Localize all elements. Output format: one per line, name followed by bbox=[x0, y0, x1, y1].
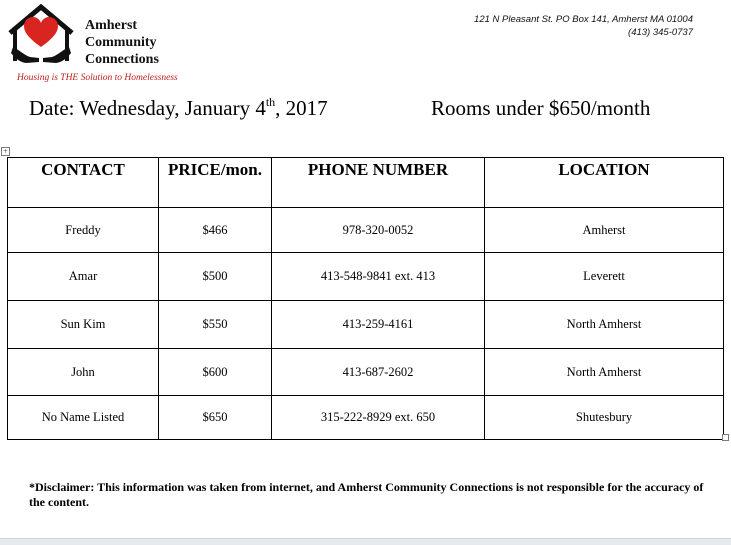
cell-contact: No Name Listed bbox=[8, 396, 159, 440]
org-logo bbox=[6, 3, 201, 83]
house-heart-hands-icon bbox=[6, 3, 76, 69]
cell-phone: 315-222-8929 ext. 650 bbox=[272, 396, 485, 440]
tagline: Housing is THE Solution to Homelessness bbox=[17, 73, 178, 83]
table-row bbox=[8, 208, 724, 253]
org-name-line2: Community bbox=[85, 35, 157, 50]
cell-contact: Amar bbox=[8, 253, 159, 301]
cell-phone: 413-259-4161 bbox=[272, 301, 485, 349]
listings-table bbox=[7, 157, 724, 440]
address-line: 121 N Pleasant St. PO Box 141, Amherst MA 01004 bbox=[474, 14, 693, 25]
cell-contact: Freddy bbox=[8, 208, 159, 253]
date-ordinal: th bbox=[265, 95, 276, 109]
cell-phone: 413-687-2602 bbox=[272, 349, 485, 396]
table-row bbox=[8, 301, 724, 349]
cell-phone: 978-320-0052 bbox=[272, 208, 485, 253]
phone-line: (413) 345-0737 bbox=[628, 27, 693, 38]
rooms-heading: Rooms under $650/month bbox=[431, 96, 651, 120]
table-header-row bbox=[8, 158, 724, 208]
org-name bbox=[85, 17, 159, 68]
cell-location: North Amherst bbox=[485, 301, 724, 349]
address-block bbox=[474, 13, 693, 39]
header-price: PRICE/mon. bbox=[159, 158, 272, 208]
cell-price: $500 bbox=[159, 253, 272, 301]
cell-location: North Amherst bbox=[485, 349, 724, 396]
date-text: Date: Wednesday, January 4 bbox=[29, 96, 266, 120]
cell-location: Amherst bbox=[485, 208, 724, 253]
cell-price: $600 bbox=[159, 349, 272, 396]
cell-price: $550 bbox=[159, 301, 272, 349]
table-row bbox=[8, 396, 724, 440]
header-contact: CONTACT bbox=[8, 158, 159, 208]
header-location: LOCATION bbox=[485, 158, 724, 208]
org-name-line1: Amherst bbox=[85, 18, 138, 33]
table-resize-handle-icon[interactable] bbox=[722, 434, 729, 441]
cell-contact: John bbox=[8, 349, 159, 396]
date-year: , 2017 bbox=[275, 96, 328, 120]
disclaimer-text: *Disclaimer: This information was taken from internet, and Amherst Community Connections is not responsible for the accuracy of the content. bbox=[29, 480, 704, 509]
table-move-handle-icon[interactable]: + bbox=[2, 148, 9, 155]
org-name-line3: Connections bbox=[85, 52, 159, 67]
date-heading bbox=[29, 96, 328, 121]
cell-price: $650 bbox=[159, 396, 272, 440]
cell-price: $466 bbox=[159, 208, 272, 253]
cell-location: Shutesbury bbox=[485, 396, 724, 440]
table-row bbox=[8, 349, 724, 396]
cell-location: Leverett bbox=[485, 253, 724, 301]
header-phone: PHONE NUMBER bbox=[272, 158, 485, 208]
table-row bbox=[8, 253, 724, 301]
cell-contact: Sun Kim bbox=[8, 301, 159, 349]
cell-phone: 413-548-9841 ext. 413 bbox=[272, 253, 485, 301]
